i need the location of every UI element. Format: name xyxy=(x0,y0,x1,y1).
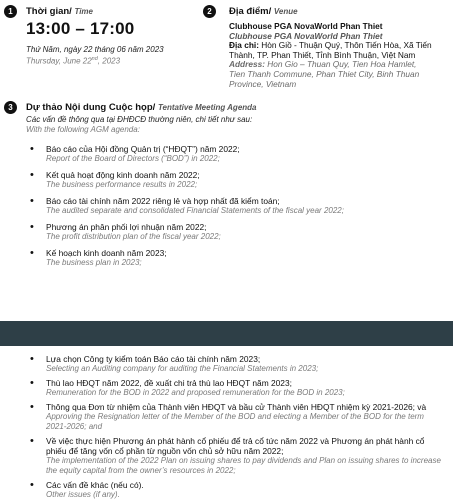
section-number-badge: 3 xyxy=(4,101,17,114)
venue-heading-en: Venue xyxy=(273,7,298,16)
venue-heading-vi: Địa điểm/ xyxy=(229,6,272,17)
venue-name-en: Clubhouse PGA NovaWorld Phan Thiet xyxy=(229,30,383,41)
agenda-heading-vi: Dự thảo Nội dung Cuộc họp/ xyxy=(26,102,156,113)
agenda-item: • Các vấn đề khác (nếu có). Other issues (if any). xyxy=(26,480,446,500)
meeting-time: 13:00 – 17:00 xyxy=(26,19,135,38)
agenda-item: • Kết quả hoạt động kinh doanh năm 2022; The business performance results in 2022; xyxy=(26,170,344,190)
agenda-intro-en: With the following AGM agenda: xyxy=(26,124,140,134)
venue-heading xyxy=(229,6,298,17)
agenda-heading xyxy=(26,102,256,113)
agenda-item: • Kế hoạch kinh doanh năm 2023; The business plan in 2023; xyxy=(26,248,344,268)
agenda-item: • Thù lao HĐQT năm 2022, đề xuất chi trả thù lao HĐQT năm 2023; Remuneration for the BOD in 2022 and proposed remuneration for the BOD in 2023; xyxy=(26,378,446,398)
time-heading xyxy=(26,6,93,17)
meeting-date-en: Thursday, June 22nd, 2023 xyxy=(26,55,121,66)
agenda-list-top xyxy=(26,144,344,274)
agenda-intro-vi: Các vấn đề thông qua tại ĐHĐCĐ thường niên, chi tiết như sau: xyxy=(26,115,253,124)
time-heading-en: Time xyxy=(74,7,93,16)
agenda-item: • Phương án phân phối lợi nhuận năm 2022; The profit distribution plan of the fiscal year 2022; xyxy=(26,222,344,242)
agenda-intro xyxy=(26,115,252,134)
venue-details xyxy=(229,22,432,89)
agenda-heading-en: Tentative Meeting Agenda xyxy=(157,103,257,112)
address-vi: Địa chỉ: Hòn Giồ - Thuận Quý, Thôn Tiến Hòa, Xã Tiến Thành, TP. Phan Thiết, Tỉnh Bình Thuận, Việt Nam xyxy=(229,40,432,60)
page-break-bar xyxy=(0,321,453,346)
agenda-item: • Thông qua Đơn từ nhiệm của Thành viên HĐQT và bầu cử Thành viên HĐQT nhiệm kỳ 2021-2026; và Approving the Resignation letter of the Member of the BOD and electing a Member of the BOD for the term 2021-2026; and xyxy=(26,402,446,432)
meeting-date xyxy=(26,45,164,66)
venue-name-vi: Clubhouse PGA NovaWorld Phan Thiet xyxy=(229,21,383,31)
meeting-date-vi: Thứ Năm, ngày 22 tháng 06 năm 2023 xyxy=(26,45,164,54)
agenda-item: • Lựa chọn Công ty kiểm toán Báo cáo tài chính năm 2023; Selecting an Auditing company for auditing the Financial Statements in 2023; xyxy=(26,354,446,374)
section-number-badge: 2 xyxy=(203,5,216,18)
time-heading-vi: Thời gian/ xyxy=(26,6,72,17)
section-number-badge: 1 xyxy=(4,5,17,18)
document-page-bottom xyxy=(0,346,453,500)
agenda-item: • Báo cáo của Hội đồng Quản trị (“HĐQT”) năm 2022; Report of the Board of Directors (“BOD”) in 2022; xyxy=(26,144,344,164)
agenda-item: • Báo cáo tài chính năm 2022 riêng lẻ và hợp nhất đã kiểm toán; The audited separate and consolidated Financial Statements of the fiscal year 2022; xyxy=(26,196,344,216)
address-en: Address: Hon Gio – Thuan Quy, Tien Hoa Hamlet, Tien Thanh Commune, Phan Thiet City, Binh Thuan Province, Vietnam xyxy=(229,59,420,89)
agenda-item: • Về việc thực hiện Phương án phát hành cổ phiếu để trả cổ tức năm 2022 và Phương án phát hành cổ phiếu để tăng vốn cổ phần từ nguồn vốn chủ sở hữu năm 2022; The implementation of the 2022 Plan on issuing shares to pay dividends and Plan on issuing shares to increase the equity capital from the owner’s resources in 2022; xyxy=(26,436,446,476)
agenda-list-bottom xyxy=(26,354,446,500)
